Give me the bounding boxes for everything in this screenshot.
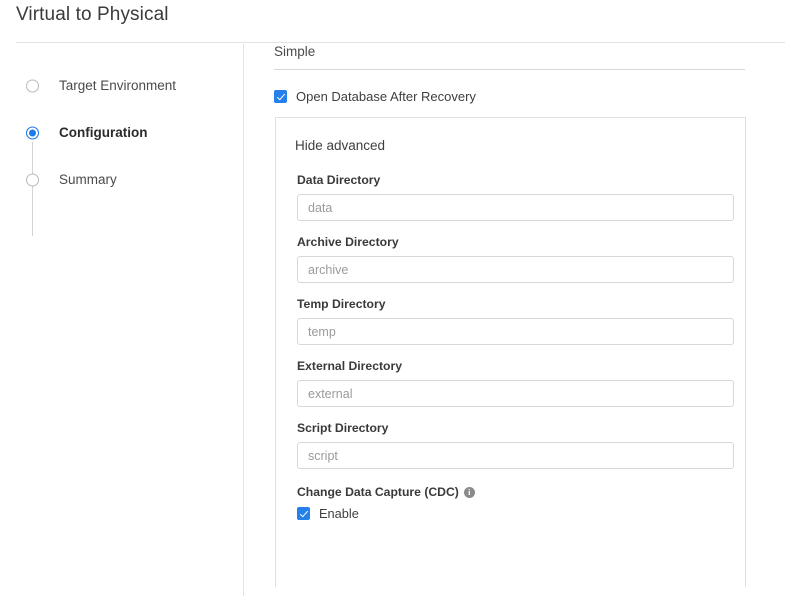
temp-directory-input[interactable] xyxy=(297,318,734,345)
title-divider xyxy=(16,42,785,43)
cdc-label-row xyxy=(297,485,725,499)
external-directory-input[interactable] xyxy=(297,380,734,407)
section-divider xyxy=(274,69,745,70)
cdc-label: Change Data Capture (CDC) xyxy=(297,485,459,499)
sidebar-item-summary[interactable] xyxy=(16,156,241,203)
vertical-divider xyxy=(243,44,244,596)
advanced-options-panel xyxy=(275,117,746,587)
open-database-label: Open Database After Recovery xyxy=(296,89,476,104)
archive-directory-input[interactable] xyxy=(297,256,734,283)
wizard-steps xyxy=(16,62,241,203)
step-dot-icon xyxy=(26,79,39,92)
open-database-checkbox[interactable] xyxy=(274,90,287,103)
step-label: Target Environment xyxy=(59,78,177,93)
field-label: Data Directory xyxy=(297,173,381,187)
field-label: Temp Directory xyxy=(297,297,386,311)
open-database-row[interactable] xyxy=(274,89,774,104)
hide-advanced-toggle[interactable]: Hide advanced xyxy=(295,138,386,153)
step-dot-icon xyxy=(26,173,39,186)
cdc-enable-checkbox[interactable] xyxy=(297,507,310,520)
field-archive-directory xyxy=(287,235,725,283)
section-title: Simple xyxy=(274,44,316,59)
field-data-directory xyxy=(287,173,725,221)
field-label: External Directory xyxy=(297,359,402,373)
field-label: Script Directory xyxy=(297,421,389,435)
script-directory-input[interactable] xyxy=(297,442,734,469)
field-external-directory xyxy=(287,359,725,407)
sidebar-item-target-environment[interactable] xyxy=(16,62,241,109)
info-icon[interactable]: i xyxy=(464,487,475,498)
cdc-enable-row[interactable] xyxy=(297,506,725,521)
field-temp-directory xyxy=(287,297,725,345)
cdc-section xyxy=(287,485,725,521)
configuration-panel xyxy=(274,44,774,587)
field-label: Archive Directory xyxy=(297,235,399,249)
step-dot-icon xyxy=(26,126,39,139)
cdc-enable-label: Enable xyxy=(319,506,359,521)
step-label: Summary xyxy=(59,172,117,187)
page-title: Virtual to Physical xyxy=(16,4,169,25)
step-label: Configuration xyxy=(59,125,148,140)
field-script-directory xyxy=(287,421,725,469)
data-directory-input[interactable] xyxy=(297,194,734,221)
sidebar-item-configuration[interactable] xyxy=(16,109,241,156)
